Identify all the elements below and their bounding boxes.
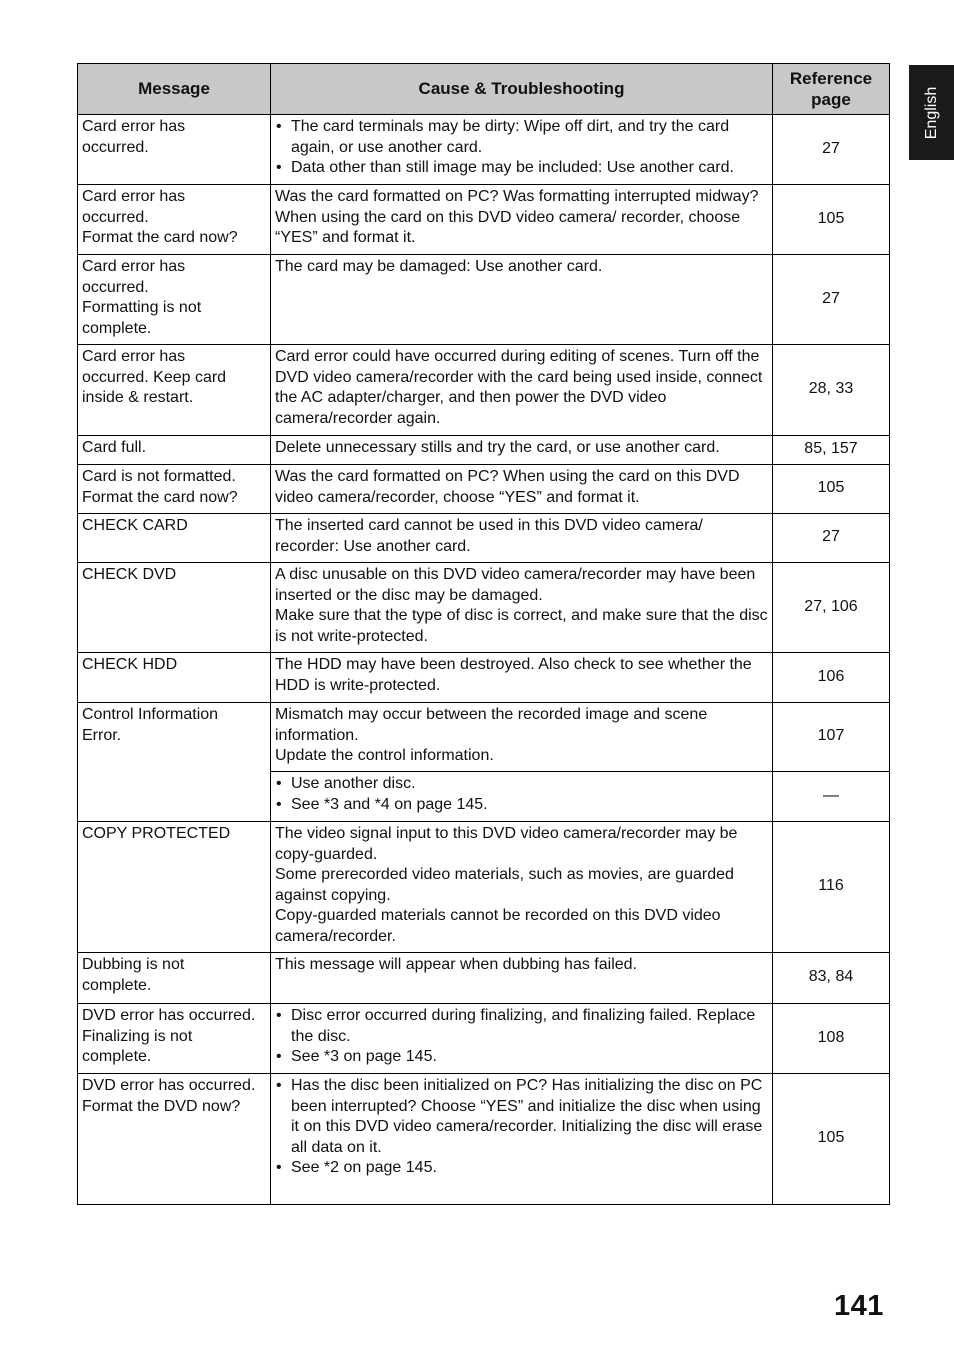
message-line: DVD error has occurred.: [82, 1007, 256, 1024]
table-row: [78, 255, 890, 345]
message-line: occurred.: [82, 278, 149, 296]
cause-text: Mismatch may occur between the recorded image and scene information.: [275, 706, 708, 744]
cause-cell: [271, 255, 773, 345]
cause-text: The video signal input to this DVD video camera/recorder may be copy-guarded.: [275, 825, 738, 863]
cause-text: Was the card formatted on PC? Was formatting interrupted midway? When using the card on this DVD video camera/ recorder, choose “YES” and format it.: [275, 188, 759, 246]
cause-cell: [271, 563, 773, 653]
reference-page-cell: 108: [773, 1004, 890, 1074]
message-cell: [78, 563, 271, 653]
reference-page-cell: 27: [773, 255, 890, 345]
message-line: Error.: [82, 726, 122, 744]
cause-bullet: • See *2 on page 145.: [275, 1158, 768, 1179]
cause-text: Delete unnecessary stills and try the card, or use another card.: [275, 439, 720, 456]
table-row: [78, 465, 890, 514]
message-cell: [78, 822, 271, 953]
message-line: Card error has: [82, 258, 186, 275]
message-line: Format the card now?: [82, 229, 238, 246]
header-cause: Cause & Troubleshooting: [271, 64, 773, 115]
cause-bullet: • Use another disc.: [275, 774, 768, 795]
reference-page-cell: 28, 33: [773, 345, 890, 436]
message-line: Format the card now?: [82, 488, 238, 506]
message-cell: [78, 1074, 271, 1205]
message-cell: [78, 465, 271, 514]
cause-cell: [271, 436, 773, 465]
message-line: Dubbing is not: [82, 956, 185, 973]
message-cell: [78, 703, 271, 822]
cause-cell: [271, 185, 773, 255]
cause-bullet: • See *3 on page 145.: [275, 1047, 768, 1068]
cause-text: A disc unusable on this DVD video camera/recorder may have been inserted or the disc may be damaged.: [275, 566, 756, 604]
message-line: Card error has: [82, 188, 186, 205]
table-row: [78, 514, 890, 563]
cause-text: Update the control information.: [275, 747, 494, 764]
table-row: [78, 345, 890, 436]
language-tab: [909, 65, 954, 160]
message-line: complete.: [82, 976, 152, 994]
error-message-table: [77, 63, 890, 1205]
message-cell: [78, 653, 271, 703]
table-row: [78, 436, 890, 465]
reference-page-cell: —: [773, 772, 890, 822]
message-line: complete.: [82, 319, 152, 337]
cause-text: The card may be damaged: Use another card.: [275, 258, 603, 275]
message-line: Card full.: [82, 439, 147, 456]
cause-text: Some prerecorded video materials, such as movies, are guarded against copying.: [275, 866, 734, 904]
message-cell: [78, 514, 271, 563]
table-row: [78, 115, 890, 185]
reference-page-cell: 107: [773, 703, 890, 772]
message-line: Finalizing is not: [82, 1027, 193, 1045]
header-message: Message: [78, 64, 271, 115]
message-line: DVD error has occurred.: [82, 1077, 256, 1094]
cause-cell: [271, 1004, 773, 1074]
reference-page-cell: 27: [773, 514, 890, 563]
cause-text: Copy-guarded materials cannot be recorded on this DVD video camera/recorder.: [275, 907, 721, 945]
header-reference: [773, 64, 890, 115]
table-row: [78, 703, 890, 772]
reference-page-cell: 27, 106: [773, 563, 890, 653]
cause-cell: [271, 465, 773, 514]
table-row: [78, 653, 890, 703]
message-cell: [78, 185, 271, 255]
page-number: 141: [834, 1290, 884, 1322]
header-reference-line1: Reference: [789, 68, 873, 88]
cause-cell: [271, 345, 773, 436]
cause-bullet: • See *3 and *4 on page 145.: [275, 795, 768, 816]
cause-cell: [271, 115, 773, 185]
reference-page-cell: 105: [773, 465, 890, 514]
reference-page-cell: 116: [773, 822, 890, 953]
table-row: [78, 563, 890, 653]
cause-bullet: • Disc error occurred during finalizing, and finalizing failed. Replace the disc.: [275, 1006, 768, 1047]
table-row: [78, 185, 890, 255]
message-cell: [78, 953, 271, 1004]
reference-page-cell: 106: [773, 653, 890, 703]
reference-page-cell: 85, 157: [773, 436, 890, 465]
message-cell: [78, 255, 271, 345]
message-line: COPY PROTECTED: [82, 825, 231, 842]
message-line: occurred.: [82, 138, 149, 156]
reference-page-cell: 105: [773, 1074, 890, 1205]
reference-page-cell: 105: [773, 185, 890, 255]
cause-bullet: • Data other than still image may be included: Use another card.: [275, 158, 768, 179]
cause-cell: [271, 772, 773, 822]
message-cell: [78, 436, 271, 465]
message-line: complete.: [82, 1048, 152, 1065]
message-cell: [78, 1004, 271, 1074]
cause-cell: [271, 953, 773, 1004]
message-line: Format the DVD now?: [82, 1097, 241, 1115]
message-line: Card error has: [82, 348, 186, 365]
message-line: CHECK HDD: [82, 656, 178, 673]
table-row: [78, 1074, 890, 1205]
message-cell: [78, 115, 271, 185]
message-line: Control Information: [82, 706, 219, 723]
message-line: Formatting is not: [82, 299, 202, 316]
message-line: inside & restart.: [82, 389, 194, 406]
language-tab-label: English: [922, 86, 940, 139]
reference-page-cell: 83, 84: [773, 953, 890, 1004]
message-cell: [78, 345, 271, 436]
table-row: [78, 953, 890, 1004]
cause-text: Was the card formatted on PC? When using the card on this DVD video camera/recorder, choose “YES” and format it.: [275, 468, 740, 506]
cause-text: The HDD may have been destroyed. Also check to see whether the HDD is write-protected.: [275, 656, 752, 694]
cause-text: This message will appear when dubbing has failed.: [275, 956, 637, 973]
table-row: [78, 1004, 890, 1074]
table-header-row: [78, 64, 890, 115]
cause-text: Make sure that the type of disc is correct, and make sure that the disc is not write-protected.: [275, 607, 768, 645]
cause-text: Card error could have occurred during editing of scenes. Turn off the DVD video camera/recorder with the card being used inside, connect the AC adapter/charger, and then power the DVD video camera/recorder again.: [275, 348, 763, 427]
message-line: CHECK DVD: [82, 566, 177, 583]
cause-cell: [271, 653, 773, 703]
cause-bullet: • Has the disc been initialized on PC? Has initializing the disc on PC been interrupted? Choose “YES” and initialize the disc when using it on this DVD video camera/recorder. Initializing the disc will erase all data on it.: [275, 1076, 768, 1158]
cause-cell: [271, 514, 773, 563]
message-line: CHECK CARD: [82, 517, 188, 534]
message-line: Card is not formatted.: [82, 468, 236, 485]
cause-cell: [271, 703, 773, 772]
table-row: [78, 822, 890, 953]
message-line: Card error has: [82, 118, 186, 135]
cause-bullet: • The card terminals may be dirty: Wipe off dirt, and try the card again, or use another card.: [275, 117, 768, 158]
cause-cell: [271, 1074, 773, 1205]
header-reference-line2: page: [811, 89, 851, 109]
reference-page-cell: 27: [773, 115, 890, 185]
cause-text: The inserted card cannot be used in this DVD video camera/ recorder: Use another card.: [275, 517, 703, 555]
cause-cell: [271, 822, 773, 953]
message-line: occurred.: [82, 208, 149, 226]
message-line: occurred. Keep card: [82, 368, 227, 386]
